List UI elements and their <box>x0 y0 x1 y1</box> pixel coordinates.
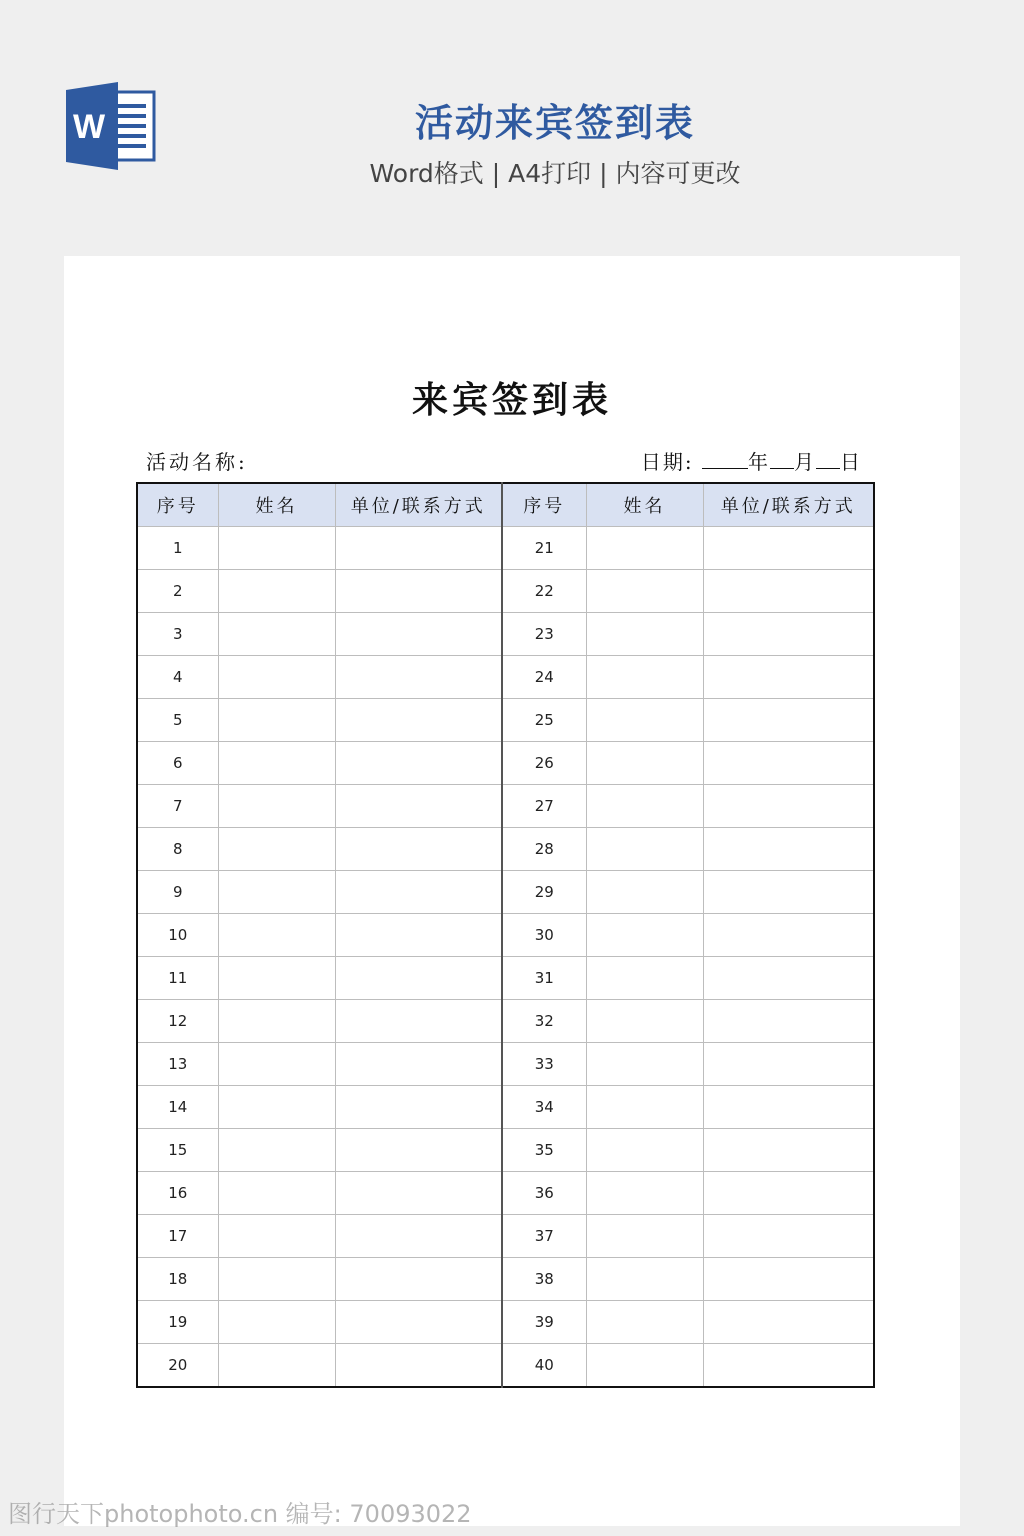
contact-cell-right[interactable] <box>703 699 874 742</box>
table-row <box>137 785 874 828</box>
document-title: 来宾签到表 <box>411 379 612 421</box>
name-cell-right[interactable] <box>586 1258 703 1301</box>
seq-cell-right: 28 <box>502 828 586 871</box>
contact-cell-right[interactable] <box>703 957 874 1000</box>
header-contact-left: 单位/联系方式 <box>335 483 502 527</box>
seq-cell-left: 8 <box>137 828 218 871</box>
table-body <box>137 527 874 1388</box>
table-row <box>137 656 874 699</box>
name-cell-left[interactable] <box>218 957 335 1000</box>
name-cell-right[interactable] <box>586 1129 703 1172</box>
seq-cell-right: 34 <box>502 1086 586 1129</box>
seq-cell-left: 19 <box>137 1301 218 1344</box>
name-cell-right[interactable] <box>586 1000 703 1043</box>
seq-cell-left: 20 <box>137 1344 218 1388</box>
name-cell-right[interactable] <box>586 914 703 957</box>
contact-cell-left[interactable] <box>335 871 502 914</box>
table-row <box>137 570 874 613</box>
name-cell-right[interactable] <box>586 1344 703 1388</box>
contact-cell-right[interactable] <box>703 871 874 914</box>
table-row <box>137 914 874 957</box>
name-cell-left[interactable] <box>218 1258 335 1301</box>
name-cell-right[interactable] <box>586 699 703 742</box>
contact-cell-left[interactable] <box>335 1129 502 1172</box>
name-cell-left[interactable] <box>218 828 335 871</box>
seq-cell-left: 11 <box>137 957 218 1000</box>
name-cell-right[interactable] <box>586 613 703 656</box>
name-cell-left[interactable] <box>218 699 335 742</box>
seq-cell-left: 13 <box>137 1043 218 1086</box>
date-line <box>641 446 862 475</box>
seq-cell-right: 39 <box>502 1301 586 1344</box>
contact-cell-right[interactable] <box>703 742 874 785</box>
header-seq-left: 序号 <box>137 483 218 527</box>
table-header-row <box>137 483 874 527</box>
header-contact-right: 单位/联系方式 <box>703 483 874 527</box>
seq-cell-right: 37 <box>502 1215 586 1258</box>
header-name-left: 姓名 <box>218 483 335 527</box>
seq-cell-right: 24 <box>502 656 586 699</box>
watermark: 图行天下photophoto.cn 编号: 70093022 <box>8 1500 472 1528</box>
contact-cell-right[interactable] <box>703 1043 874 1086</box>
name-cell-right[interactable] <box>586 871 703 914</box>
name-cell-left[interactable] <box>218 1215 335 1258</box>
table-row <box>137 613 874 656</box>
contact-cell-left[interactable] <box>335 1215 502 1258</box>
contact-cell-right[interactable] <box>703 1172 874 1215</box>
contact-cell-left[interactable] <box>335 1000 502 1043</box>
table-row <box>137 699 874 742</box>
contact-cell-left[interactable] <box>335 828 502 871</box>
name-cell-left[interactable] <box>218 527 335 570</box>
name-cell-right[interactable] <box>586 656 703 699</box>
table-row <box>137 957 874 1000</box>
month-blank[interactable] <box>770 450 794 469</box>
table-row <box>137 1086 874 1129</box>
name-cell-left[interactable] <box>218 570 335 613</box>
contact-cell-left[interactable] <box>335 1258 502 1301</box>
event-name-label: 活动名称: <box>146 450 248 474</box>
table-row <box>137 1129 874 1172</box>
name-cell-left[interactable] <box>218 742 335 785</box>
seq-cell-right: 35 <box>502 1129 586 1172</box>
contact-cell-left[interactable] <box>335 1301 502 1344</box>
seq-cell-right: 32 <box>502 1000 586 1043</box>
name-cell-left[interactable] <box>218 1301 335 1344</box>
seq-cell-right: 21 <box>502 527 586 570</box>
seq-cell-right: 23 <box>502 613 586 656</box>
name-cell-right[interactable] <box>586 785 703 828</box>
name-cell-left[interactable] <box>218 1000 335 1043</box>
name-cell-left[interactable] <box>218 613 335 656</box>
date-label: 日期: <box>640 450 694 474</box>
seq-cell-right: 33 <box>502 1043 586 1086</box>
table-row <box>137 1301 874 1344</box>
table-row <box>137 871 874 914</box>
seq-cell-right: 25 <box>502 699 586 742</box>
contact-cell-left[interactable] <box>335 742 502 785</box>
contact-cell-left[interactable] <box>335 699 502 742</box>
table-row <box>137 1258 874 1301</box>
seq-cell-right: 27 <box>502 785 586 828</box>
table-row <box>137 1043 874 1086</box>
contact-cell-left[interactable] <box>335 1172 502 1215</box>
seq-cell-left: 9 <box>137 871 218 914</box>
contact-cell-right[interactable] <box>703 785 874 828</box>
seq-cell-right: 29 <box>502 871 586 914</box>
logo-letter: W <box>72 108 106 146</box>
name-cell-right[interactable] <box>586 1215 703 1258</box>
seq-cell-right: 40 <box>502 1344 586 1388</box>
name-cell-left[interactable] <box>218 1172 335 1215</box>
header-name-right: 姓名 <box>586 483 703 527</box>
seq-cell-right: 36 <box>502 1172 586 1215</box>
seq-cell-left: 10 <box>137 914 218 957</box>
name-cell-left[interactable] <box>218 1043 335 1086</box>
seq-cell-right: 31 <box>502 957 586 1000</box>
seq-cell-left: 3 <box>137 613 218 656</box>
seq-cell-left: 5 <box>137 699 218 742</box>
seq-cell-left: 16 <box>137 1172 218 1215</box>
year-label: 年 <box>748 450 770 474</box>
seq-cell-left: 12 <box>137 1000 218 1043</box>
year-blank[interactable] <box>702 450 748 469</box>
contact-cell-left[interactable] <box>335 1086 502 1129</box>
seq-cell-left: 18 <box>137 1258 218 1301</box>
seq-cell-left: 17 <box>137 1215 218 1258</box>
name-cell-right[interactable] <box>586 742 703 785</box>
table-row <box>137 1344 874 1388</box>
contact-cell-left[interactable] <box>335 656 502 699</box>
seq-cell-left: 14 <box>137 1086 218 1129</box>
seq-cell-left: 4 <box>137 656 218 699</box>
name-cell-left[interactable] <box>218 656 335 699</box>
contact-cell-right[interactable] <box>703 656 874 699</box>
seq-cell-right: 22 <box>502 570 586 613</box>
contact-cell-left[interactable] <box>335 785 502 828</box>
promo-subtitle: Word格式 | A4打印 | 内容可更改 <box>369 159 741 188</box>
day-blank[interactable] <box>816 450 840 469</box>
contact-cell-right[interactable] <box>703 527 874 570</box>
contact-cell-right[interactable] <box>703 1258 874 1301</box>
contact-cell-left[interactable] <box>335 914 502 957</box>
contact-cell-left[interactable] <box>335 527 502 570</box>
contact-cell-right[interactable] <box>703 613 874 656</box>
header-seq-right: 序号 <box>502 483 586 527</box>
contact-cell-right[interactable] <box>703 828 874 871</box>
name-cell-left[interactable] <box>218 1344 335 1388</box>
contact-cell-left[interactable] <box>335 570 502 613</box>
seq-cell-right: 26 <box>502 742 586 785</box>
contact-cell-left[interactable] <box>335 1043 502 1086</box>
contact-cell-left[interactable] <box>335 957 502 1000</box>
name-cell-right[interactable] <box>586 828 703 871</box>
contact-cell-left[interactable] <box>335 1344 502 1388</box>
signin-table <box>136 482 875 1388</box>
contact-cell-right[interactable] <box>703 914 874 957</box>
contact-cell-left[interactable] <box>335 613 502 656</box>
name-cell-left[interactable] <box>218 914 335 957</box>
name-cell-left[interactable] <box>218 1129 335 1172</box>
name-cell-right[interactable] <box>586 1043 703 1086</box>
table-row <box>137 742 874 785</box>
seq-cell-left: 6 <box>137 742 218 785</box>
contact-cell-right[interactable] <box>703 1215 874 1258</box>
seq-cell-left: 1 <box>137 527 218 570</box>
name-cell-left[interactable] <box>218 785 335 828</box>
contact-cell-right[interactable] <box>703 1344 874 1388</box>
table-row <box>137 1172 874 1215</box>
table-row <box>137 527 874 570</box>
day-label: 日 <box>840 450 862 474</box>
name-cell-right[interactable] <box>586 957 703 1000</box>
month-label: 月 <box>794 450 816 474</box>
seq-cell-left: 15 <box>137 1129 218 1172</box>
seq-cell-right: 30 <box>502 914 586 957</box>
name-cell-right[interactable] <box>586 570 703 613</box>
name-cell-right[interactable] <box>586 527 703 570</box>
seq-cell-right: 38 <box>502 1258 586 1301</box>
table-row <box>137 1000 874 1043</box>
contact-cell-right[interactable] <box>703 1129 874 1172</box>
contact-cell-right[interactable] <box>703 1000 874 1043</box>
seq-cell-left: 2 <box>137 570 218 613</box>
word-icon <box>66 82 156 170</box>
name-cell-left[interactable] <box>218 1086 335 1129</box>
name-cell-right[interactable] <box>586 1086 703 1129</box>
contact-cell-right[interactable] <box>703 1301 874 1344</box>
promo-title: 活动来宾签到表 <box>414 101 695 145</box>
contact-cell-right[interactable] <box>703 570 874 613</box>
name-cell-left[interactable] <box>218 871 335 914</box>
contact-cell-right[interactable] <box>703 1086 874 1129</box>
name-cell-right[interactable] <box>586 1301 703 1344</box>
table-row <box>137 1215 874 1258</box>
table-row <box>137 828 874 871</box>
seq-cell-left: 7 <box>137 785 218 828</box>
name-cell-right[interactable] <box>586 1172 703 1215</box>
